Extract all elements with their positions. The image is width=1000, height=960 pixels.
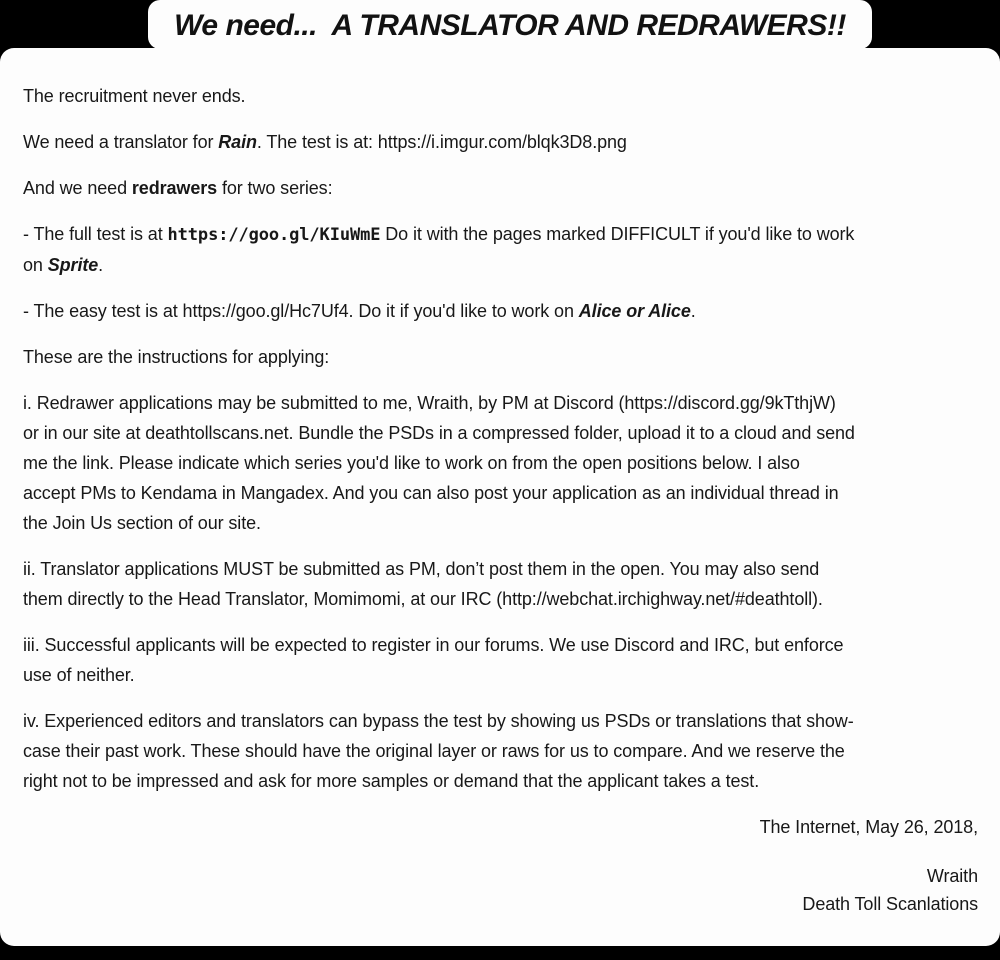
signature-block (23, 862, 978, 918)
text-line: on Sprite. (23, 255, 104, 275)
document-body (23, 81, 978, 796)
text-line: The recruitment never ends. (23, 86, 246, 106)
paragraph (23, 81, 978, 111)
paragraph (23, 706, 978, 796)
page-title: We need... A TRANSLATOR AND REDRAWERS!! (174, 8, 846, 42)
paragraph (23, 296, 978, 326)
paragraph (23, 554, 978, 614)
text-line: And we need redrawers for two series: (23, 178, 333, 198)
paragraph (23, 342, 978, 372)
text-line: me the link. Please indicate which series you'd like to work on from the open positions below. I also (23, 453, 800, 473)
text-line: them directly to the Head Translator, Momimomi, at our IRC (http://webchat.irchighway.net/#deathtoll). (23, 589, 823, 609)
text-line: iii. Successful applicants will be expected to register in our forums. We use Discord and IRC, but enforce (23, 635, 844, 655)
signature-org: Death Toll Scanlations (802, 894, 978, 914)
signature-name: Wraith (926, 866, 978, 886)
text-line: accept PMs to Kendama in Mangadex. And you can also post your application as an individual thread in (23, 483, 839, 503)
text-line: use of neither. (23, 665, 135, 685)
text-line: ii. Translator applications MUST be submitted as PM, don’t post them in the open. You may also send (23, 559, 820, 579)
signature-dateline: The Internet, May 26, 2018, (759, 817, 978, 837)
text-line: right not to be impressed and ask for more samples or demand that the applicant takes a test. (23, 771, 760, 791)
document-card (0, 48, 1000, 946)
paragraph (23, 630, 978, 690)
paragraph (23, 127, 978, 157)
text-line: iv. Experienced editors and translators can bypass the test by showing us PSDs or translations that show- (23, 711, 854, 731)
text-line: the Join Us section of our site. (23, 513, 261, 533)
text-line: - The full test is at https://goo.gl/KIuWmE Do it with the pages marked DIFFICULT if you'd like to work (23, 224, 855, 245)
paragraph (23, 219, 978, 280)
text-line: We need a translator for Rain. The test is at: https://i.imgur.com/blqk3D8.png (23, 132, 627, 152)
paragraph (23, 388, 978, 538)
text-line: case their past work. These should have the original layer or raws for us to compare. And we reserve the (23, 741, 845, 761)
title-banner (148, 0, 872, 49)
text-line: These are the instructions for applying: (23, 347, 330, 367)
text-line: - The easy test is at https://goo.gl/Hc7Uf4. Do it if you'd like to work on Alice or Alice. (23, 301, 696, 321)
text-line: i. Redrawer applications may be submitted to me, Wraith, by PM at Discord (https://discord.gg/9kTthjW) (23, 393, 836, 413)
text-line: or in our site at deathtollscans.net. Bundle the PSDs in a compressed folder, upload it to a cloud and send (23, 423, 855, 443)
paragraph (23, 173, 978, 203)
